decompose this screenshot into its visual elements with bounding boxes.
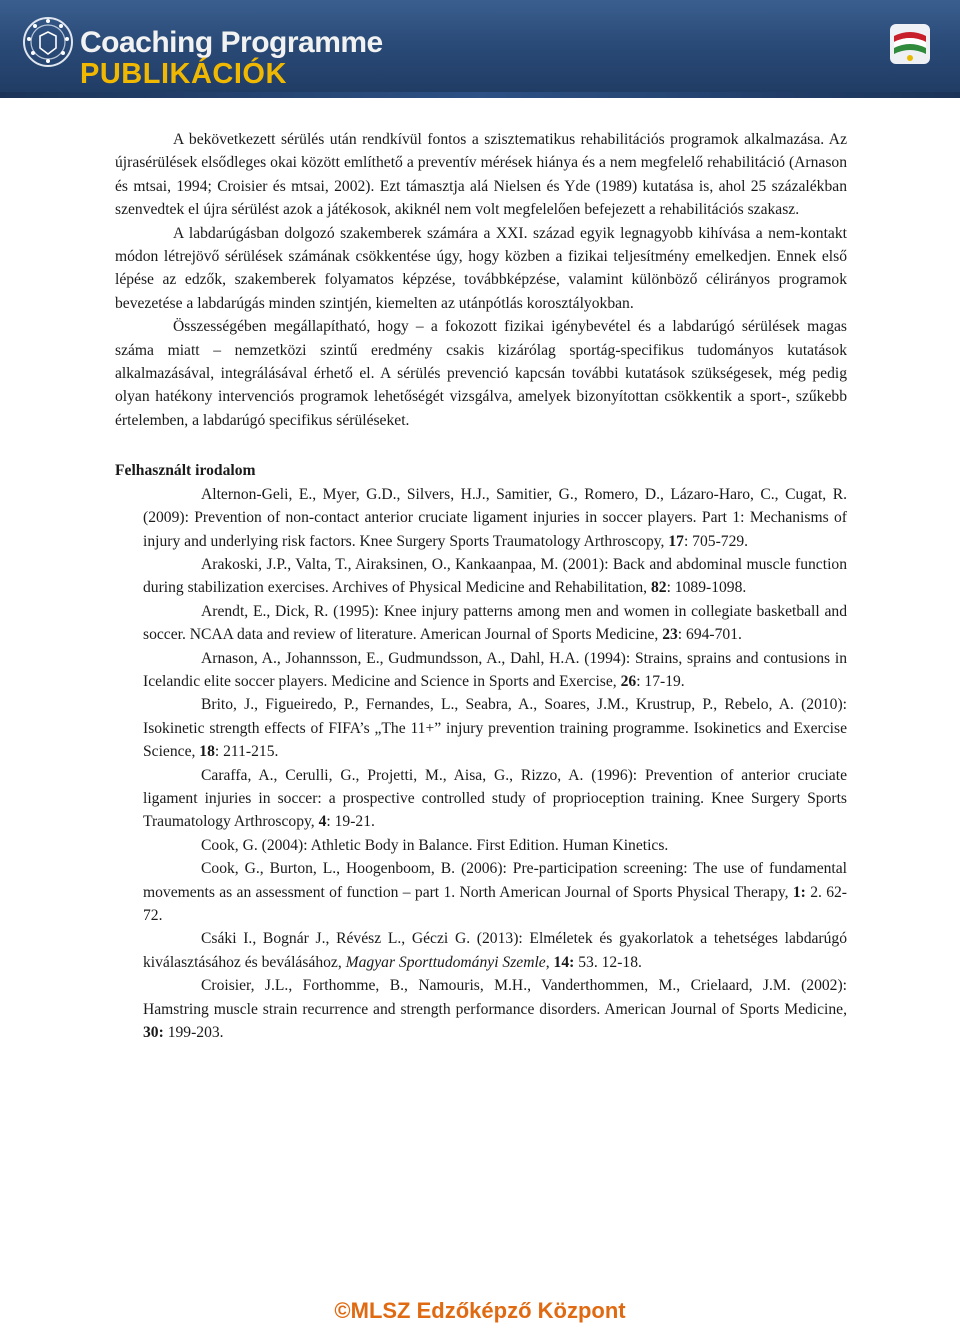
reference-item: Brito, J., Figueiredo, P., Fernandes, L., Seabra, A., Soares, J.M., Krustrup, P., Rebelo, A. (2010): Isokinetic strength effects of FIFA’s „The 11+” injury prevention training programme. Isokinetics and Exercise Science, 18: 211-215. [143,696,847,761]
paragraph-summary: Összességében megállapítható, hogy – a fokozott fizikai igénybevétel és a labdarúgó sérülések magas száma miatt – nemzetközi szintű eredmény csakis kizárólag sportág-specifikus tudományos kutatások alkalmazásával, integrálásával érhető el. A sérülés prevenció kapcsán további kutatások szükségesek, még pedig olyan hatékony intervenciós programok lehetőségét vizsgálva, amelyek bizonyítottan csökkentik a sport-, szűkebb értelemben, a labdarúgó specifikus sérüléseket. [115,318,847,429]
paragraph-challenges: A labdarúgásban dolgozó szakemberek számára a XXI. század egyik legnagyobb kihívása a nem-kontakt módon létrejövő sérülések számának csökkentése úgy, hogy közben a fizikai teljesítmény emelkedjen. Ennek első lépése az edzők, szakemberek folyamatos képzése, továbbképzése, valamint különböző célirányos programok bevezetése a labdarúgás minden szintjén, kiemelten az utánpótlás korosztályokban. [115,224,847,312]
reference-item: Cook, G. (2004): Athletic Body in Balance. First Edition. Human Kinetics. [201,836,669,854]
mlsz-flag-badge-icon [884,18,936,70]
reference-item: Arendt, E., Dick, R. (1995): Knee injury patterns among men and women in collegiate basketball and soccer. NCAA data and review of literature. American Journal of Sports Medicine, 23: 694-701. [143,602,847,644]
document-body [115,128,847,1044]
reference-item: Cook, G., Burton, L., Hoogenboom, B. (2006): Pre-participation screening: The use of fundamental movements as an assessment of function – part 1. North American Journal of Sports Physical Therapy, 1: 2. 62-72. [143,860,847,924]
reference-item: Alternon-Geli, E., Myer, G.D., Silvers, H.J., Samitier, G., Romero, D., Lázaro-Haro, C., Cugat, R. (2009): Prevention of non-contact anterior cruciate ligament injuries in soccer players. Part 1: Mechanisms of injury and underlying risk factors. Knee Surgery Sports Traumatology Arthroscopy, 17: 705-729. [143,485,847,550]
paragraph-rehabilitation: A bekövetkezett sérülés után rendkívül fontos a szisztematikus rehabilitációs programok alkalmazása. Az újrasérülések elsődleges okai között említhető a preventív mérések hiánya és a nem megfelelő rehabilitáció (Arnason és mtsai, 1994; Croisier és mtsai, 2002). Ezt támasztja alá Nielsen és Yde (1989) kutatása is, ahol 25 százalékban szenvedtek el újra sérülést azok a játékosok, akiknél nem volt megfelelően befejezett a rehabilitációs szakasz. [115,131,847,219]
references-heading: Felhasznált irodalom [115,462,256,480]
header-banner [0,0,960,98]
reference-item: Arakoski, J.P., Valta, T., Airaksinen, O., Kankaanpaa, M. (2001): Back and abdominal muscle function during stabilization exercises. Archives of Physical Medicine and Rehabilitation, 82: 1089-1098. [143,555,847,597]
reference-item: Croisier, J.L., Forthomme, B., Namouris, M.H., Vanderthommen, M., Crielaard, J.M. (2002): Hamstring muscle strain recurrence and strength performance disorders. American Journal of Sports Medicine, 30: 199-203. [143,977,847,1042]
footer-copyright: ©MLSZ Edzőképző Központ [334,1298,626,1323]
reference-item: Csáki I., Bognár J., Révész L., Géczi G. (2013): Elméletek és gyakorlatok a tehetséges labdarúgó kiválasztásához és beválásához, Magyar Sporttudományi Szemle, 14: 53. 12-18. [143,930,847,971]
references-list [115,483,847,1045]
uefa-star-logo-icon [22,14,74,70]
header-subtitle: PUBLIKÁCIÓK [80,58,287,90]
reference-item: Arnason, A., Johannsson, E., Gudmundsson, A., Dahl, H.A. (1994): Strains, sprains and contusions in Icelandic elite soccer players. Medicine and Science in Sports and Exercise, 26: 17-19. [143,649,847,690]
reference-item: Caraffa, A., Cerulli, G., Projetti, M., Aisa, G., Rizzo, A. (1996): Prevention of anterior cruciate ligament injuries in soccer: a prospective controlled study of proprioception training. Knee Surgery Sports Traumatology Arthroscopy, 4: 19-21. [143,766,847,831]
header-title: Coaching Programme [80,26,383,59]
